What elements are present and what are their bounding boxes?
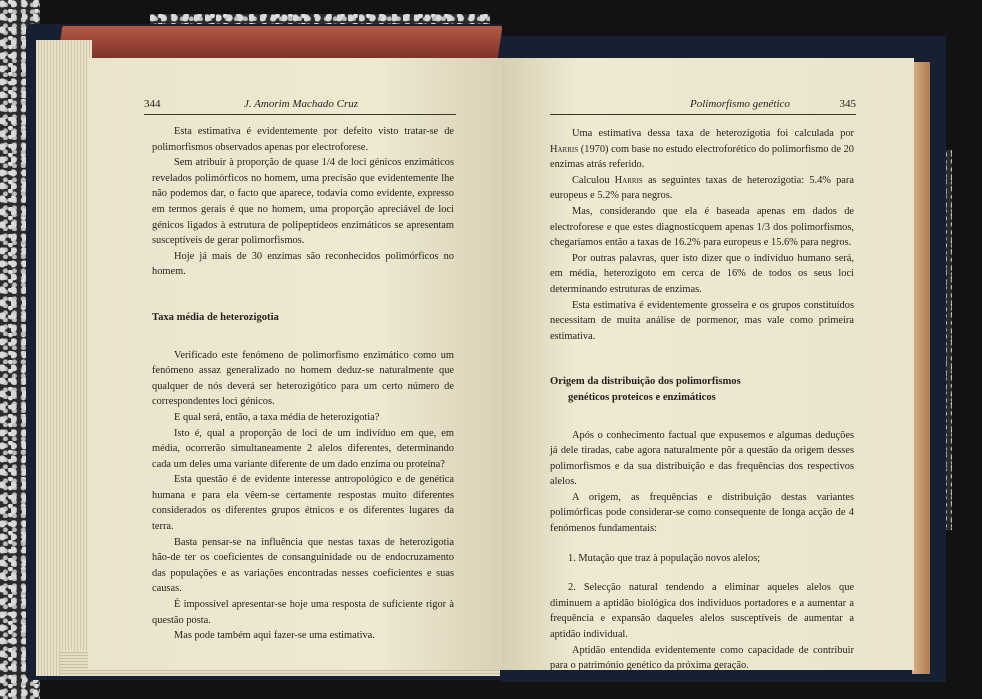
paragraph: Esta questão é de evidente interesse antropológico e de genética humana e para ela vêem-se certamente respostas muito diferentes considerados os diferentes grupos étnicos e os diferentes lugares da terra. [152, 474, 454, 533]
section-heading: Origem da distribuição dos polimorfismos [550, 376, 741, 388]
left-header-rule [144, 114, 456, 115]
right-page-number: 345 [839, 98, 856, 110]
paragraph: É impossível apresentar-se hoje uma resposta de suficiente rigor à questão posta. [152, 599, 454, 626]
numbered-list [550, 537, 854, 643]
author-name: Harris [614, 174, 643, 186]
section-heading-line2: genéticos proteicos e enzimáticos [568, 391, 716, 403]
paragraph: E qual será, então, a taxa média de heterozigotia? [174, 411, 380, 423]
paragraph [550, 173, 854, 204]
page-edge-right [912, 62, 930, 674]
paragraph: Mas, considerando que ela é baseada apenas em dados de electroforese e que estes diagnosticquem apenas 1/3 dos polimorfismos, chegaríamos então a taxas de 16.2% para europeus e 15.6% para negros. [550, 205, 854, 249]
paragraph: Basta pensar-se na influência que nestas taxas de heterozigotia hão-de ter os coeficientes de consanguinidade ou de endocruzamento das populações e as variações encontradas nesses coeficientes e suas causas. [152, 536, 454, 595]
paragraph: Após o conhecimento factual que expusemos e algumas deduções já dele tiradas, cabe agora naturalmente pôr a questão da origem desses polimorfismos e da sua distribuição e das frequências dos respectivos alelos. [550, 429, 854, 488]
paragraph [550, 126, 854, 173]
page-stack-left [36, 40, 92, 676]
text-run: Calculou [572, 174, 615, 186]
right-page-header [550, 98, 856, 114]
left-page-body [152, 124, 454, 644]
paragraph: Hoje já mais de 30 enzimas são reconhecidos polimórficos no homem. [152, 250, 454, 278]
page-edge-top [58, 26, 503, 60]
text-run: (1970) com base no estudo electroforético do polimorfismo de 20 enzimas atrás referido. [550, 143, 854, 171]
paragraph: Isto é, qual a proporção de loci de um indivíduo em que, em média, ocorrerão simultaneamente 2 alelos diferentes, determinando cada um deles uma variante diferente de um dado enzima ou proteína? [152, 427, 454, 470]
paragraph: Esta estimativa é evidentemente grosseira e os grupos constituídos necessitam de muita análise de pormenor, mas vale como primeira estimativa. [550, 299, 854, 342]
list-item: 1. Mutação que traz à população novos alelos; [568, 552, 761, 564]
right-page [502, 58, 914, 670]
right-page-body [550, 126, 854, 674]
left-page-number: 344 [144, 98, 161, 110]
paragraph: Aptidão entendida evidentemente como capacidade de contribuir para o património genético da próxima geração. [550, 644, 854, 672]
left-page [88, 58, 502, 670]
author-name: Harris [550, 143, 579, 155]
paragraph: A origem, as frequências e distribuição destas variantes polimórficas pode considerar-se como consequente de longa acção de 4 fenómenos fundamentais: [550, 491, 854, 535]
paragraph: Sem atribuir à proporção de quase 1/4 de loci génicos enzimáticos revelados polimórficos no homem, uma precisão que evidentemente lhe não podemos dar, o facto que aparece, todavia como evidente, expresso em termos gerais é que no homem, uma proporção apreciável de loci génicos ligados à estrutura de polipeptídeos enzimáticos se apresentam susceptíveis de gerar polimorfismos. [152, 157, 454, 247]
section-heading: Taxa média de heterozigotia [152, 311, 279, 323]
right-running-head: Polimorfismo genético [690, 98, 790, 110]
text-run: as seguintes taxas de heterozigotia: 5.4% para europeus e 5.2% para negros. [550, 174, 854, 202]
paragraph: Verificado este fenómeno de polimorfismo enzimático como um fenómeno assaz generalizado no homem deduz-se naturalmente que qualquer de nós deverá ser heterozigótico para um certo número de correspondentes loci génicos. [152, 349, 454, 408]
paragraph: Por outras palavras, quer isto dizer que o indivíduo humano será, em média, heterozigoto em cerca de 16% de todos os seus loci determinando estruturas de enzimas. [550, 252, 854, 295]
left-page-header [144, 98, 456, 114]
right-header-rule [550, 114, 856, 115]
left-running-head: J. Amorim Machado Cruz [244, 98, 359, 110]
text-run: Uma estimativa dessa taxa de heterozigotia foi calculada por [572, 128, 854, 139]
list-item: 2. Selecção natural tendendo a eliminar aqueles alelos que diminuem a aptidão biológica dos indivíduos portadores e a aumentar a frequência e expansão daqueles alelos susceptíveis de aumentar a aptidão individual. [550, 582, 854, 641]
paragraph: Mas pode também aqui fazer-se uma estimativa. [174, 630, 375, 642]
paragraph: Esta estimativa é evidentemente por defeito visto tratar-se de polimorfismos observados apenas por electroforese. [152, 126, 454, 153]
